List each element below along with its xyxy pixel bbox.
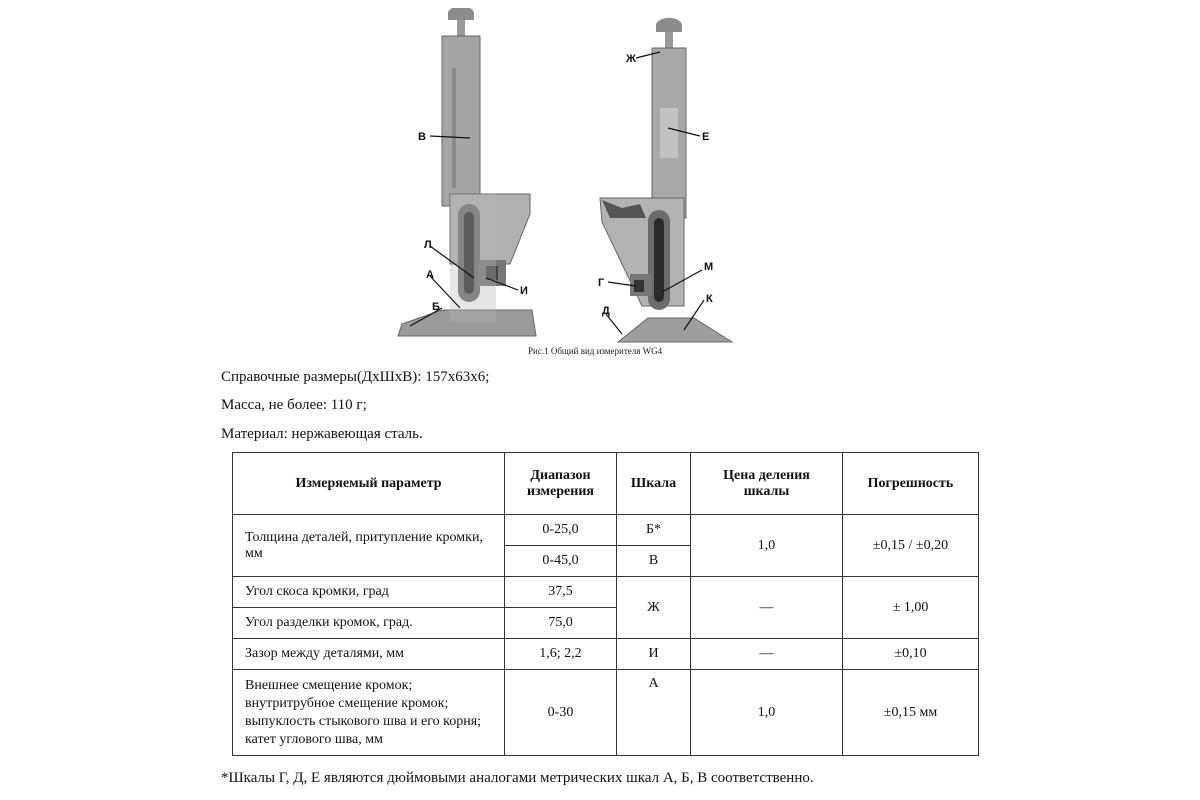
label-zh: Ж — [626, 53, 636, 65]
cell-gap-param: Зазор между деталями, мм — [233, 639, 505, 670]
cell-gap-scale: И — [617, 639, 691, 670]
cell-offset-scale: А — [617, 670, 691, 756]
cell-thickness-range2: 0-45,0 — [505, 546, 617, 577]
label-b: Б — [432, 301, 440, 313]
cell-thickness-division: 1,0 — [691, 515, 843, 577]
table-row — [233, 515, 979, 546]
header-division: Цена деления шкалы — [691, 453, 843, 515]
cell-thickness-param: Толщина деталей, притупление кромки, мм — [233, 515, 505, 577]
cell-groove-range: 75,0 — [505, 608, 617, 639]
label-d: Д — [602, 305, 610, 317]
table-row — [233, 639, 979, 670]
footnote: *Шкалы Г, Д, Е являются дюймовыми аналогами метрических шкал А, Б, В соответственно. — [221, 770, 814, 786]
spec-dimensions: Справочные размеры(ДхШхВ): 157х63х6; — [221, 369, 490, 385]
cell-groove-param: Угол разделки кромок, град. — [233, 608, 505, 639]
left-gauge — [398, 8, 536, 336]
gauge-figure — [390, 8, 750, 360]
label-g: Г — [598, 277, 605, 289]
table-row — [233, 577, 979, 608]
cell-offset-error: ±0,15 мм — [843, 670, 979, 756]
header-scale: Шкала — [617, 453, 691, 515]
label-v: В — [418, 131, 426, 143]
cell-thickness-scale1: Б* — [617, 515, 691, 546]
gauge-illustration — [390, 8, 750, 348]
spec-material: Материал: нержавеющая сталь. — [221, 426, 423, 442]
cell-thickness-range1: 0-25,0 — [505, 515, 617, 546]
spec-mass: Масса, не более: 110 г; — [221, 397, 367, 413]
label-m: М — [704, 261, 714, 273]
cell-offset-range: 0-30 — [505, 670, 617, 756]
cell-thickness-error: ±0,15 / ±0,20 — [843, 515, 979, 577]
label-a: А — [426, 269, 434, 281]
figure-caption: Рис.1 Общий вид измерителя WG4 — [528, 346, 663, 356]
label-l: Л — [424, 239, 432, 251]
table-header-row — [233, 453, 979, 515]
cell-gap-range: 1,6; 2,2 — [505, 639, 617, 670]
cell-offset-division: 1,0 — [691, 670, 843, 756]
label-i: И — [520, 285, 528, 297]
cell-bevel-param: Угол скоса кромки, град — [233, 577, 505, 608]
header-range: Диапазон измерения — [505, 453, 617, 515]
specs-table — [232, 452, 979, 756]
cell-offset-param: Внешнее смещение кромок; внутритрубное смещение кромок; выпуклость стыкового шва и его корня; катет углового шва, мм — [233, 670, 505, 756]
cell-gap-division: — — [691, 639, 843, 670]
cell-gap-error: ±0,10 — [843, 639, 979, 670]
label-k: К — [706, 293, 713, 305]
table-row — [233, 670, 979, 756]
cell-bevel-range: 37,5 — [505, 577, 617, 608]
cell-bevel-division: — — [691, 577, 843, 639]
cell-bevel-error: ± 1,00 — [843, 577, 979, 639]
cell-bevel-scale: Ж — [617, 577, 691, 639]
label-e: Е — [702, 131, 710, 143]
header-error: Погрешность — [843, 453, 979, 515]
header-param: Измеряемый параметр — [233, 453, 505, 515]
cell-thickness-scale2: В — [617, 546, 691, 577]
